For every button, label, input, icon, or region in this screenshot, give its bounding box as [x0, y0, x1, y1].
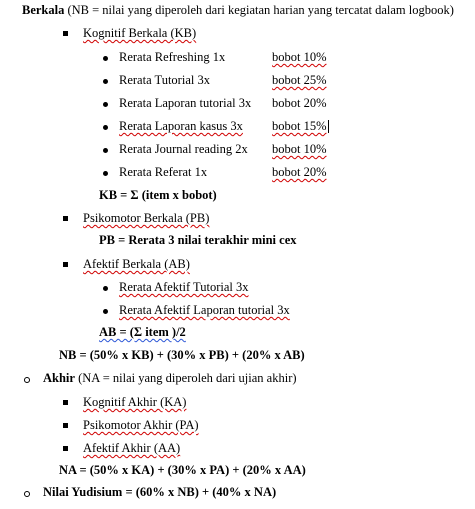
- square-bullet-icon: [63, 31, 68, 36]
- square-bullet-icon: [63, 400, 68, 405]
- ab-item: Rerata Afektif Tutorial 3x: [119, 280, 249, 294]
- dot-bullet-icon: [103, 286, 108, 291]
- square-bullet-icon: [63, 446, 68, 451]
- kb-item-name: Rerata Refreshing 1x: [119, 50, 226, 64]
- dot-bullet-icon: [103, 125, 108, 130]
- dot-bullet-icon: [103, 102, 108, 107]
- dot-bullet-icon: [103, 79, 108, 84]
- kb-item-name: Rerata Laporan tutorial 3x: [119, 96, 252, 110]
- kognitif-berkala-label: Kognitif Berkala (KB): [83, 26, 197, 40]
- yudisium-formula: Nilai Yudisium = (60% x NB) + (40% x NA): [43, 485, 277, 499]
- square-bullet-icon: [63, 262, 68, 267]
- nb-formula: NB = (50% x KB) + (30% x PB) + (20% x AB): [59, 348, 305, 362]
- afektif-berkala-label: Afektif Berkala (AB): [83, 257, 190, 271]
- text-cursor: [328, 120, 329, 133]
- circle-bullet-icon: [24, 491, 30, 497]
- pb-formula: PB = Rerata 3 nilai terakhir mini cex: [99, 233, 297, 247]
- psikomotor-berkala-label: Psikomotor Berkala (PB): [83, 211, 210, 225]
- berkala-description: (NB = nilai yang diperoleh dari kegiatan harian yang tercatat dalam logbook): [64, 3, 454, 17]
- akhir-item: Afektif Akhir (AA): [83, 441, 181, 455]
- kb-item-weight: bobot 20%: [272, 96, 327, 110]
- akhir-item: Psikomotor Akhir (PA): [83, 418, 199, 432]
- kb-item-name: Rerata Journal reading 2x: [119, 142, 248, 156]
- dot-bullet-icon: [103, 56, 108, 61]
- kb-item-weight: bobot 10%: [272, 50, 327, 64]
- akhir-description: (NA = nilai yang diperoleh dari ujian akhir): [74, 371, 297, 385]
- square-bullet-icon: [63, 423, 68, 428]
- akhir-item: Kognitif Akhir (KA): [83, 395, 187, 409]
- ab-formula: AB = (Σ item )/2: [99, 325, 186, 339]
- akhir-header: [43, 371, 297, 386]
- na-formula: NA = (50% x KA) + (30% x PA) + (20% x AA): [59, 463, 306, 477]
- kb-formula: KB = Σ (item x bobot): [99, 188, 217, 202]
- kb-item-weight: bobot 20%: [272, 165, 327, 179]
- kb-item-weight: bobot 25%: [272, 73, 327, 87]
- dot-bullet-icon: [103, 148, 108, 153]
- kb-item-name: Rerata Referat 1x: [119, 165, 208, 179]
- dot-bullet-icon: [103, 309, 108, 314]
- kb-item-weight: bobot 15%: [272, 119, 327, 133]
- circle-bullet-icon: [24, 377, 30, 383]
- akhir-title: Akhir: [43, 371, 75, 385]
- ab-item: Rerata Afektif Laporan tutorial 3x: [119, 303, 290, 317]
- dot-bullet-icon: [103, 171, 108, 176]
- berkala-header: [22, 3, 454, 18]
- kb-item-name: Rerata Laporan kasus 3x: [119, 119, 243, 133]
- kb-item-weight: bobot 10%: [272, 142, 327, 156]
- berkala-title: Berkala: [22, 3, 65, 17]
- kb-item-name: Rerata Tutorial 3x: [119, 73, 210, 87]
- square-bullet-icon: [63, 216, 68, 221]
